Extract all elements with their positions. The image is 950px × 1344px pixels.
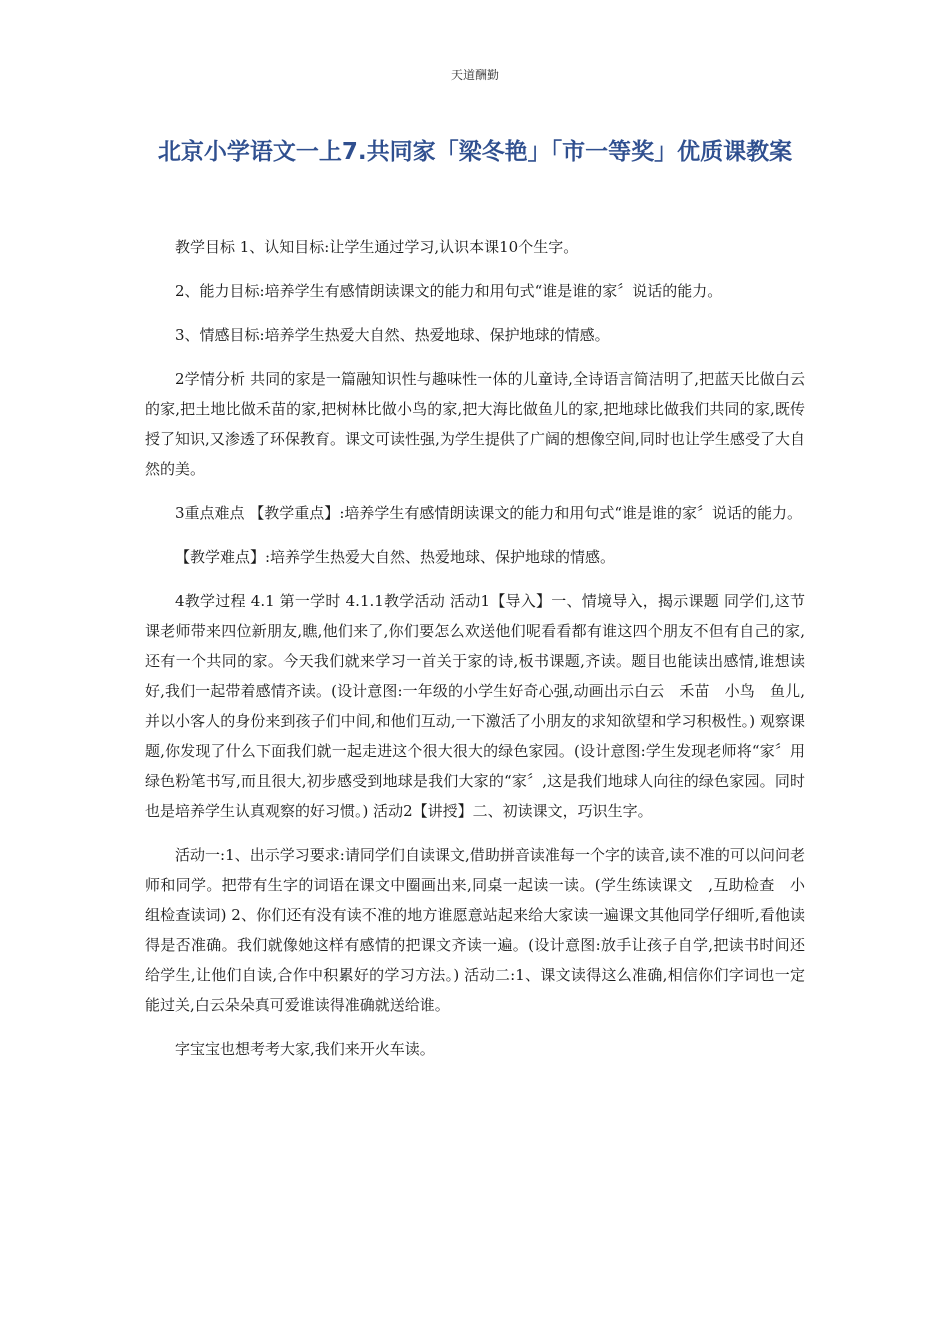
document-title: 北京小学语文一上7.共同家「梁冬艳」「市一等奖」优质课教案	[157, 139, 793, 165]
document-body	[145, 232, 805, 1078]
paragraph-teaching-goal-cognitive: 教学目标 1、认知目标:让学生通过学习,认识本课10个生字。	[175, 238, 579, 256]
paragraph-student-analysis: 2学情分析 共同的家是一篇融知识性与趣味性一体的儿童诗,全诗语言简洁明了,把蓝天比做白云的家,把土地比做禾苗的家,把树林比做小鸟的家,把大海比做鱼儿的家,把地球比做我们共同的家,既传授了知识,又渗透了环保教育。课文可读性强,为学生提供了广阔的想像空间,同时也让学生感受了大自然的美。	[145, 370, 805, 478]
paragraph-train-reading: 字宝宝也想考考大家,我们来开火车读。	[175, 1040, 435, 1058]
paragraph-teaching-process: 4教学过程 4.1 第一学时 4.1.1教学活动 活动1【导入】一、情境导入，揭示课题 同学们,这节课老师带来四位新朋友,瞧,他们来了,你们要怎么欢送他们呢看看都有谁这四个朋友不但有自己的家,还有一个共同的家。今天我们就来学习一首关于家的诗,板书课题,齐读。题目也能读出感情,谁想读好,我们一起带着感情齐读。(设计意图:一年级的小学生好奇心强,动画出示白云 禾苗 小鸟 鱼儿,并以小客人的身份来到孩子们中间,和他们互动,一下激活了小朋友的求知欲望和学习积极性。) 观察课题,你发现了什么下面我们就一起走进这个很大很大的绿色家园。(设计意图:学生发现老师将“家〞用绿色粉笔书写,而且很大,初步感受到地球是我们大家的“家〞,这是我们地球人向往的绿色家园。同时也是培养学生认真观察的好习惯。) 活动2【讲授】二、初读课文，巧识生字。	[145, 592, 805, 820]
paragraph-difficult-points: 【教学难点】:培养学生热爱大自然、热爱地球、保护地球的情感。	[175, 548, 616, 566]
paragraph-teaching-goal-ability: 2、能力目标:培养学生有感情朗读课文的能力和用句式“谁是谁的家〞说话的能力。	[175, 282, 723, 300]
paragraph-teaching-goal-emotion: 3、情感目标:培养学生热爱大自然、热爱地球、保护地球的情感。	[175, 326, 610, 344]
paragraph-activity-one: 活动一:1、出示学习要求:请同学们自读课文,借助拼音读准每一个字的读音,读不准的可以问问老师和同学。把带有生字的词语在课文中圈画出来,同桌一起读一读。(学生练读课文 ,互助检查 小组检查读词) 2、你们还有没有读不准的地方谁愿意站起来给大家读一遍课文其他同学仔细听,看他读得是否准确。我们就像她这样有感情的把课文齐读一遍。(设计意图:放手让孩子自学,把读书时间还给学生,让他们自读,合作中积累好的学习方法。) 活动二:1、课文读得这么准确,相信你们字词也一定能过关,白云朵朵真可爱谁读得准确就送给谁。	[145, 846, 805, 1014]
page-header-watermark: 天道酬勤	[450, 68, 499, 82]
paragraph-key-points: 3重点难点 【教学重点】:培养学生有感情朗读课文的能力和用句式“谁是谁的家〞说话的能力。	[175, 504, 803, 522]
